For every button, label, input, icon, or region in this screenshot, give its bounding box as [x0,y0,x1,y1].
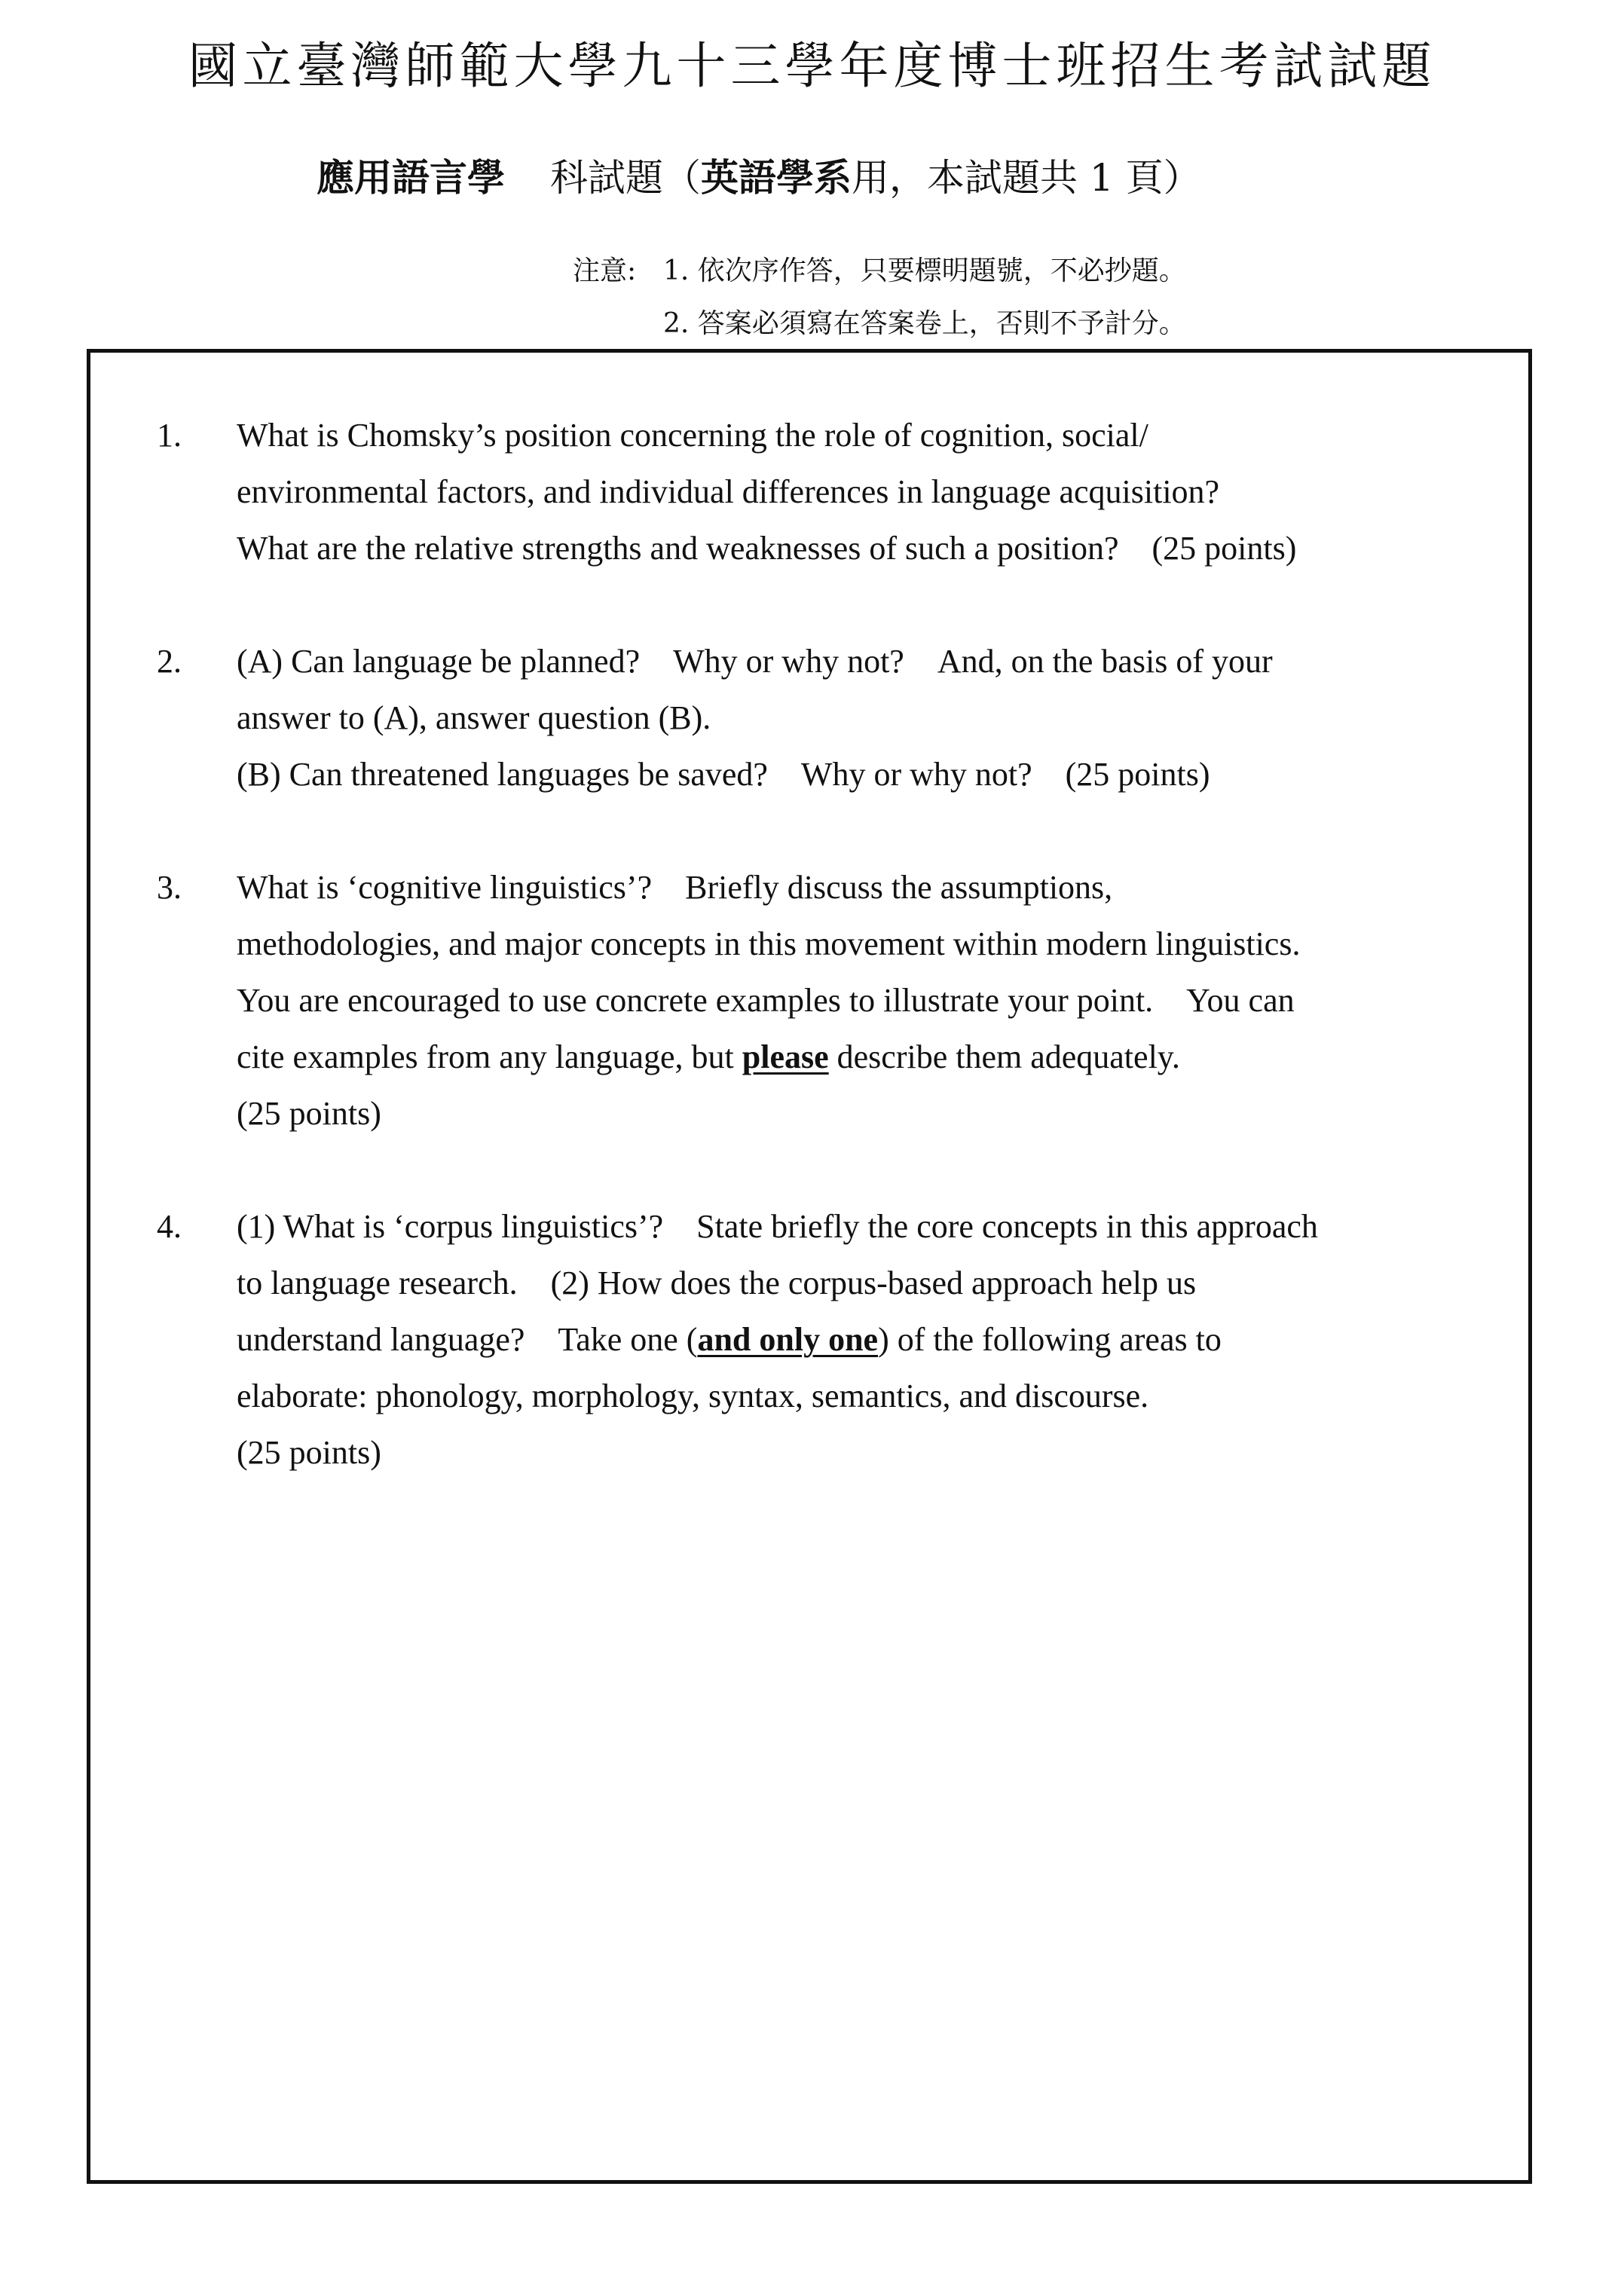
question-line: answer to (A), answer question (B). [237,699,711,736]
question-text: cite examples from any language, but [237,1038,742,1075]
question-line: elaborate: phonology, morphology, syntax, semantics, and discourse. [237,1378,1149,1414]
question-1 [157,407,1483,576]
question-line [237,1029,1483,1085]
question-number: 1. [157,417,182,454]
question-points: (25 points) [237,1434,381,1471]
notes-label: 注意: [573,255,637,286]
question-points: (25 points) [237,1095,381,1132]
emphasis-text: and only one [697,1321,879,1358]
exam-title: 國立臺灣師範大學九十三學年度博士班招生考試試題 [188,37,1436,95]
question-line: to language research. (2) How does the corpus-based approach help us [237,1264,1197,1301]
subject-suffix: 科試題（ [550,156,701,200]
question-number: 2. [157,643,182,680]
question-2 [157,633,1483,803]
question-line: environmental factors, and individual differences in language acquisition? [237,473,1220,510]
note-row-2 [573,298,1186,350]
question-line: (A) Can language be planned? Why or why not? And, on the basis of your [237,643,1273,680]
note-item-2: 2. 答案必須寫在答案卷上，否則不予計分。 [663,308,1186,339]
subject-name: 應用語言學 [317,155,505,200]
question-number: 4. [157,1208,182,1245]
question-list [157,407,1483,1537]
question-4 [157,1198,1483,1481]
question-text: ) of the following areas to [878,1321,1222,1358]
question-text: understand language? Take one ( [237,1321,698,1358]
question-3 [157,859,1483,1142]
question-line: methodologies, and major concepts in this movement within modern linguistics. [237,925,1301,962]
question-line [237,1311,1483,1368]
question-line: What is Chomsky’s position concerning the role of cognition, social/ [237,417,1148,454]
note-row-1 [573,245,1186,298]
question-line: You are encouraged to use concrete examples to illustrate your point. You can [237,982,1295,1019]
department-name: 英語學系 [701,155,852,200]
emphasis-text: please [742,1038,829,1075]
exam-subtitle [317,155,1201,200]
note-item-1: 1. 依次序作答，只要標明題號，不必抄題。 [663,255,1186,286]
exam-notes [573,245,1186,350]
question-line: What is ‘cognitive linguistics’? Briefly discuss the assumptions, [237,869,1113,906]
question-text: describe them adequately. [828,1038,1180,1075]
page-info: 用，本試題共 1 頁） [852,156,1201,200]
question-line: What are the relative strengths and weaknesses of such a position? (25 points) [237,530,1297,567]
question-line: (1) What is ‘corpus linguistics’? State briefly the core concepts in this approach [237,1208,1318,1245]
question-line: (B) Can threatened languages be saved? Why or why not? (25 points) [237,756,1210,793]
question-number: 3. [157,869,182,906]
